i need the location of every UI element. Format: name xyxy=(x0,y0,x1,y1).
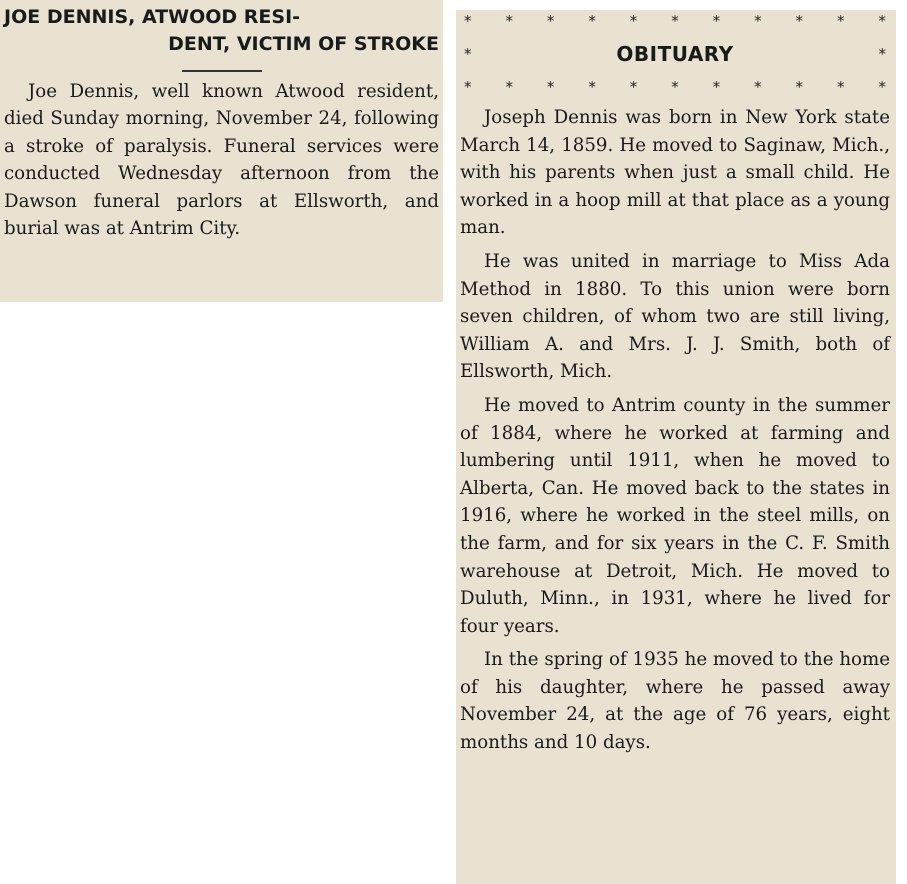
star-icon: * xyxy=(836,78,845,96)
star-border-top xyxy=(460,10,890,32)
star-icon: * xyxy=(629,78,638,96)
star-icon: * xyxy=(588,78,596,96)
star-icon: * xyxy=(878,45,886,63)
star-icon: * xyxy=(754,12,762,30)
obituary-body xyxy=(460,104,890,757)
star-icon: * xyxy=(671,78,679,96)
star-icon: * xyxy=(878,12,886,30)
star-icon: * xyxy=(464,45,472,63)
title-row xyxy=(460,32,890,76)
star-border-bottom xyxy=(460,76,890,98)
star-icon: * xyxy=(464,78,472,96)
star-icon: * xyxy=(754,78,762,96)
star-icon: * xyxy=(505,78,513,96)
star-icon: * xyxy=(505,12,513,30)
obituary-title: OBITUARY xyxy=(616,42,734,66)
star-icon: * xyxy=(712,78,721,96)
headline-divider xyxy=(182,70,262,72)
headline-line-2: DENT, VICTIM OF STROKE xyxy=(168,33,439,55)
star-icon: * xyxy=(629,12,638,30)
article-body: Joe Dennis, well known Atwood resident, died Sunday morning, November 24, following a stroke of paralysis. Funeral services were conducted Wednesday afternoon from the Dawson funeral parlors at Ellsworth, and burial was at Antrim City. xyxy=(4,81,439,240)
obituary-paragraph: Joseph Dennis was born in New York state March 14, 1859. He moved to Saginaw, Mich., with his parents when just a small child. He worked in a hoop mill at that place as a young man. xyxy=(460,107,890,239)
news-clipping-left xyxy=(0,0,443,302)
headline-line-1: JOE DENNIS, ATWOOD RESI- xyxy=(4,6,301,28)
star-icon: * xyxy=(795,78,803,96)
star-icon: * xyxy=(546,78,555,96)
star-icon: * xyxy=(712,12,721,30)
star-icon: * xyxy=(671,12,679,30)
star-icon: * xyxy=(795,12,803,30)
star-icon: * xyxy=(878,78,886,96)
star-icon: * xyxy=(588,12,596,30)
star-icon: * xyxy=(836,12,845,30)
obituary-clipping xyxy=(456,10,896,884)
obituary-paragraph: He was united in marriage to Miss Ada Method in 1880. To this union were born seven children, of whom two are still living, William A. and Mrs. J. J. Smith, both of Ellsworth, Mich. xyxy=(460,250,890,383)
star-icon: * xyxy=(464,12,472,30)
star-icon: * xyxy=(546,12,555,30)
obituary-paragraph: In the spring of 1935 he moved to the home of his daughter, where he passed away November 24, at the age of 76 years, eight months and 10 days. xyxy=(460,649,890,754)
headline xyxy=(4,4,439,58)
obituary-paragraph: He moved to Antrim county in the summer of 1884, where he worked at farming and lumbering until 1911, when he moved to Alberta, Can. He moved back to the states in 1916, where he worked in the steel mills, on the farm, and for six years in the C. F. Smith warehouse at Detroit, Mich. He moved to Duluth, Minn., in 1931, where he lived for four years. xyxy=(460,394,890,637)
